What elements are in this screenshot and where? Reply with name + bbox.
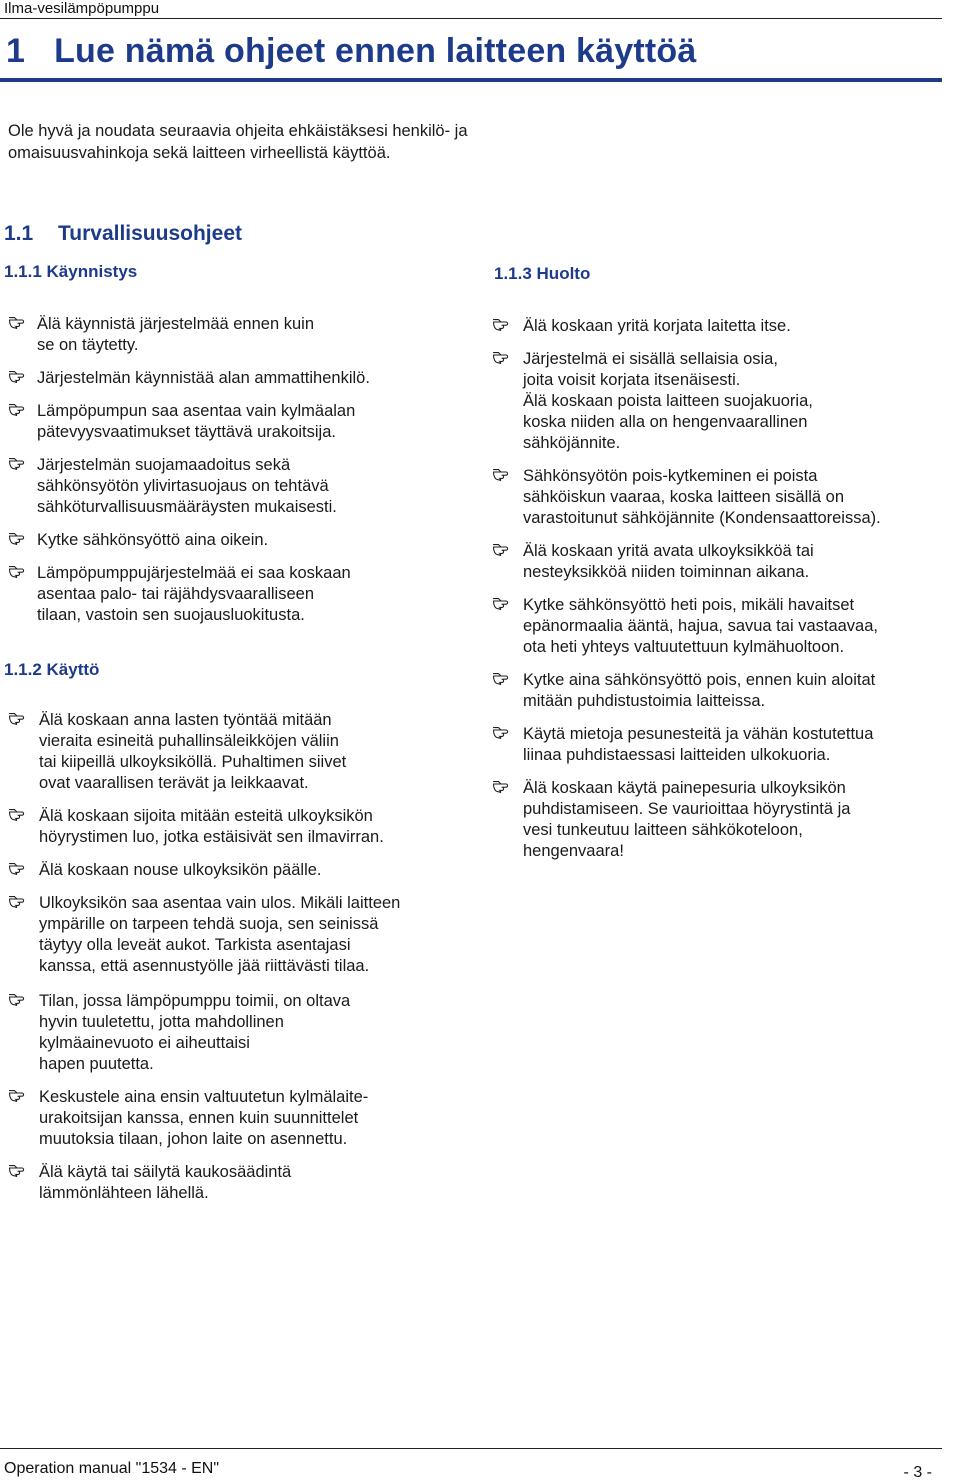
- list-item: [492, 778, 957, 862]
- header-rule: [0, 18, 942, 19]
- section-number: 1.1: [4, 222, 34, 245]
- pointing-hand-icon: [492, 596, 516, 610]
- section-title-text: Turvallisuusohjeet: [58, 222, 242, 245]
- startup-list: [8, 314, 468, 638]
- list-item: [492, 541, 957, 583]
- pointing-hand-icon: [492, 350, 516, 364]
- list-item: [492, 724, 957, 766]
- maintenance-list: [492, 316, 957, 874]
- pointing-hand-icon: [8, 369, 32, 383]
- footer-manual-name: Operation manual "1534 - EN": [4, 1460, 220, 1477]
- list-item: [8, 1087, 483, 1150]
- subsection-heading-maintenance: 1.1.3 Huolto: [494, 264, 591, 283]
- list-item-text: Älä koskaan yritä avata ulkoyksikköä tai nesteyksikköä niiden toiminnan aikana.: [523, 542, 814, 581]
- list-item-text: Älä koskaan yritä korjata laitetta itse.: [523, 317, 791, 335]
- list-item: [8, 860, 483, 881]
- list-item-text: Älä käynnistä järjestelmää ennen kuin se on täytetty.: [37, 315, 314, 354]
- running-header: Ilma-vesilämpöpumppu: [4, 0, 160, 17]
- list-item-text: Lämpöpumpun saa asentaa vain kylmäalan pätevyysvaatimukset täyttävä urakoitsija.: [37, 402, 356, 441]
- list-item: [8, 991, 483, 1075]
- list-item-text: Kytke aina sähkönsyöttö pois, ennen kuin aloitat mitään puhdistustoimia laitteissa.: [523, 671, 876, 710]
- usage-list: [8, 710, 483, 1216]
- pointing-hand-icon: [8, 456, 32, 470]
- pointing-hand-icon: [8, 807, 32, 821]
- pointing-hand-icon: [8, 531, 32, 545]
- list-item-text: Älä koskaan anna lasten työntää mitään vieraita esineitä puhallinsäleikköjen väliin tai kiipeillä ulkoyksiköllä. Puhaltimen siivet ovat vaarallisen terävät ja leikkaavat.: [39, 711, 347, 792]
- pointing-hand-icon: [492, 317, 516, 331]
- list-item-text: Järjestelmän suojamaadoitus sekä sähkönsyötön ylivirtasuojaus on tehtävä sähköturvallisuusmääräysten mukaisesti.: [37, 456, 337, 516]
- pointing-hand-icon: [8, 711, 32, 725]
- pointing-hand-icon: [492, 542, 516, 556]
- pointing-hand-icon: [8, 564, 32, 578]
- chapter-number: 1: [6, 32, 26, 70]
- page-number: - 3 -: [903, 1464, 932, 1481]
- pointing-hand-icon: [8, 1163, 32, 1177]
- list-item-text: Kytke sähkönsyöttö aina oikein.: [37, 531, 269, 549]
- list-item-text: Kytke sähkönsyöttö heti pois, mikäli havaitset epänormaalia ääntä, hajua, savua tai vastaavaa, ota heti yhteys valtuutettuun kylmähuoltoon.: [523, 596, 878, 656]
- footer-rule: [0, 1448, 942, 1449]
- list-item-text: Järjestelmän käynnistää alan ammattihenkilö.: [37, 369, 370, 387]
- list-item: [8, 563, 468, 626]
- list-item-text: Älä koskaan nouse ulkoyksikön päälle.: [39, 861, 322, 879]
- list-item: [8, 368, 468, 389]
- list-item-text: Lämpöpumppujärjestelmää ei saa koskaan asentaa palo- tai räjähdysvaaralliseen tilaan, vastoin sen suojausluokitusta.: [37, 564, 351, 624]
- list-item: [8, 314, 468, 356]
- chapter-rule: [0, 78, 942, 82]
- section-title: [4, 222, 242, 246]
- list-item-text: Keskustele aina ensin valtuutetun kylmälaite- urakoitsijan kanssa, ennen kuin suunnittelet muutoksia tilaan, johon laite on asennettu.: [39, 1088, 369, 1148]
- chapter-title: [6, 32, 697, 71]
- list-item: [8, 806, 483, 848]
- subsection-heading-usage: 1.1.2 Käyttö: [4, 660, 100, 679]
- pointing-hand-icon: [8, 1088, 32, 1102]
- pointing-hand-icon: [492, 671, 516, 685]
- list-item: [8, 530, 468, 551]
- pointing-hand-icon: [492, 779, 516, 793]
- list-item-text: Tilan, jossa lämpöpumppu toimii, on oltava hyvin tuuletettu, jotta mahdollinen kylmäainevuoto ei aiheuttaisi hapen puutetta.: [39, 992, 351, 1073]
- pointing-hand-icon: [492, 725, 516, 739]
- list-item: [8, 455, 468, 518]
- list-item: [8, 893, 483, 977]
- subsection-heading-startup: 1.1.1 Käynnistys: [4, 262, 138, 281]
- pointing-hand-icon: [8, 861, 32, 875]
- list-item-text: Älä koskaan sijoita mitään esteitä ulkoyksikön höyrystimen luo, jotka estäisivät sen ilmavirran.: [39, 807, 384, 846]
- list-item-text: Käytä mietoja pesunesteitä ja vähän kostutettua liinaa puhdistaessasi laitteiden ulkokuoria.: [523, 725, 874, 764]
- pointing-hand-icon: [8, 894, 32, 908]
- list-item-text: Sähkönsyötön pois-kytkeminen ei poista sähköiskun vaaraa, koska laitteen sisällä on varastoitunut sähköjännite (Kondensaattoreissa).: [523, 467, 881, 527]
- list-item: [8, 710, 483, 794]
- pointing-hand-icon: [8, 992, 32, 1006]
- list-item: [492, 466, 957, 529]
- list-item-text: Ulkoyksikön saa asentaa vain ulos. Mikäli laitteen ympärille on tarpeen tehdä suoja, sen seinissä täytyy olla leveät aukot. Tarkista asentajasi kanssa, että asennustyölle jää riittävästi tilaa.: [39, 894, 401, 975]
- intro-paragraph: Ole hyvä ja noudata seuraavia ohjeita ehkäistäksesi henkilö- ja omaisuusvahinkoja sekä laitteen virheellistä käyttöä.: [8, 122, 468, 162]
- list-item: [492, 670, 957, 712]
- pointing-hand-icon: [492, 467, 516, 481]
- list-item: [8, 1162, 483, 1204]
- list-item: [492, 595, 957, 658]
- list-item-text: Älä koskaan käytä painepesuria ulkoyksikön puhdistamiseen. Se vaurioittaa höyrystintä ja vesi tunkeutuu laitteen sähkökoteloon, hengenvaara!: [523, 779, 851, 860]
- list-item: [492, 316, 957, 337]
- list-item-text: Älä käytä tai säilytä kaukosäädintä lämmönlähteen lähellä.: [39, 1163, 292, 1202]
- chapter-title-text: Lue nämä ohjeet ennen laitteen käyttöä: [54, 32, 697, 70]
- list-item: [8, 401, 468, 443]
- pointing-hand-icon: [8, 315, 32, 329]
- list-item-text: Järjestelmä ei sisällä sellaisia osia, joita voisit korjata itsenäisesti. Älä koskaan poista laitteen suojakuoria, koska niiden alla on hengenvaarallinen sähköjännite.: [523, 350, 813, 452]
- list-item: [492, 349, 957, 454]
- pointing-hand-icon: [8, 402, 32, 416]
